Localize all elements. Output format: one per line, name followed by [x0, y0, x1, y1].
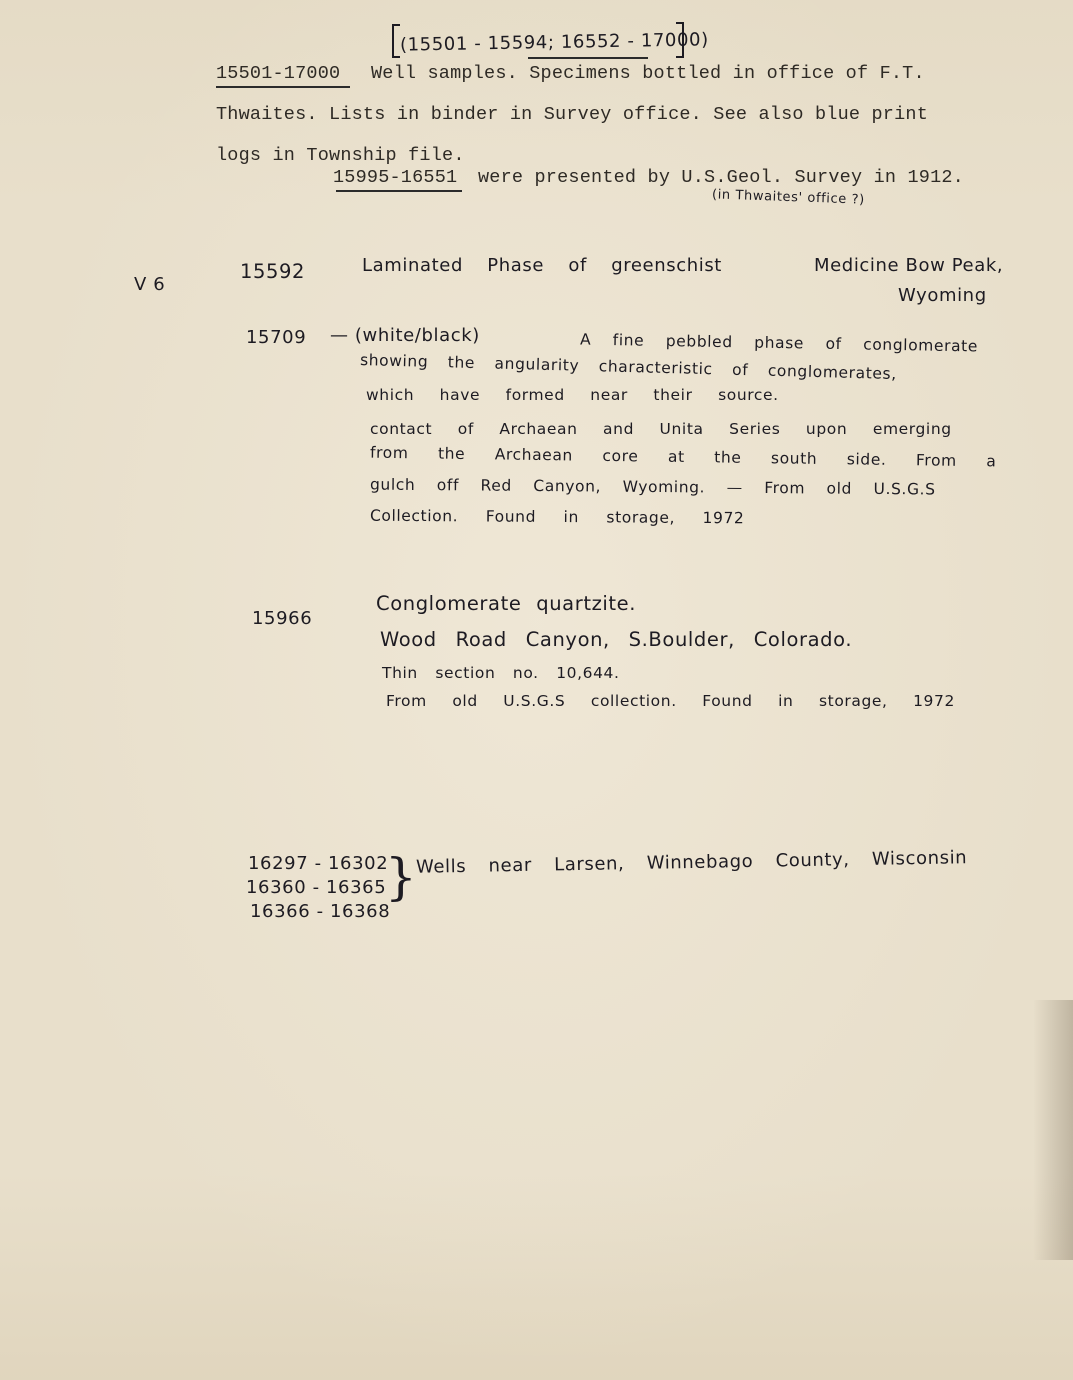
entry-number-range: 16297 - 16302 [248, 853, 389, 874]
header-line2: Thwaites. Lists in binder in Survey office. See also blue print [216, 104, 929, 125]
bracket-note-underline [528, 57, 648, 59]
header-line1: Well samples. Specimens bottled in office of F.T. [371, 63, 925, 84]
entry-line: Collection. Found in storage, 1972 [369, 506, 745, 528]
header-line3: logs in Township file. [216, 145, 465, 166]
entry-line: A fine pebbled phase of conglomerate [579, 330, 979, 356]
entry-number-range: 16360 - 16365 [246, 877, 387, 898]
entry-description: Laminated Phase of greenschist [362, 255, 722, 276]
page-edge-shadow [1033, 1000, 1073, 1260]
left-bracket [392, 24, 400, 58]
range-number: 15501-17000 [216, 63, 341, 84]
entry-number: 15592 [240, 260, 306, 283]
entry-line: Thin section no. 10,644. [382, 664, 620, 682]
entry-line: From old U.S.G.S collection. Found in storage, 1972 [386, 692, 955, 710]
entry-line: contact of Archaean and Unita Series upon emerging [370, 420, 952, 438]
entry-locality: Medicine Bow Peak, [814, 255, 1004, 276]
entry-line: Wood Road Canyon, S.Boulder, Colorado. [380, 628, 853, 651]
entry-locality-state: Wyoming [898, 285, 987, 306]
entry-line: Conglomerate quartzite. [376, 592, 637, 615]
header-line4: were presented by U.S.Geol. Survey in 1912. [478, 167, 964, 188]
entry-number-range: 16366 - 16368 [250, 901, 391, 922]
presented-range: 15995-16551 [333, 167, 458, 188]
entry-number: 15966 [252, 608, 313, 629]
margin-mark: V 6 [134, 274, 166, 295]
entry-line: which have formed near their source. [366, 386, 779, 404]
entry-line: from the Archaean core at the south side. From a [369, 443, 997, 471]
entry-line: showing the angularity characteristic of conglomerates, [359, 350, 898, 384]
entry-line: Wells near Larsen, Winnebago County, Wisconsin [415, 847, 968, 878]
entry-number: 15709 [246, 327, 307, 348]
entry-prefix: — (white/black) [330, 325, 480, 346]
grouping-brace: } [385, 848, 417, 906]
range-number-underline [216, 86, 350, 88]
right-bracket [676, 22, 684, 58]
presented-range-underline [336, 190, 462, 192]
thwaites-office-note: (in Thwaites' office ?) [711, 187, 866, 208]
bracket-note: (15501 - 15594; 16552 - 17000) [399, 29, 709, 56]
entry-line: gulch off Red Canyon, Wyoming. — From old U.S.G.S [369, 475, 936, 499]
